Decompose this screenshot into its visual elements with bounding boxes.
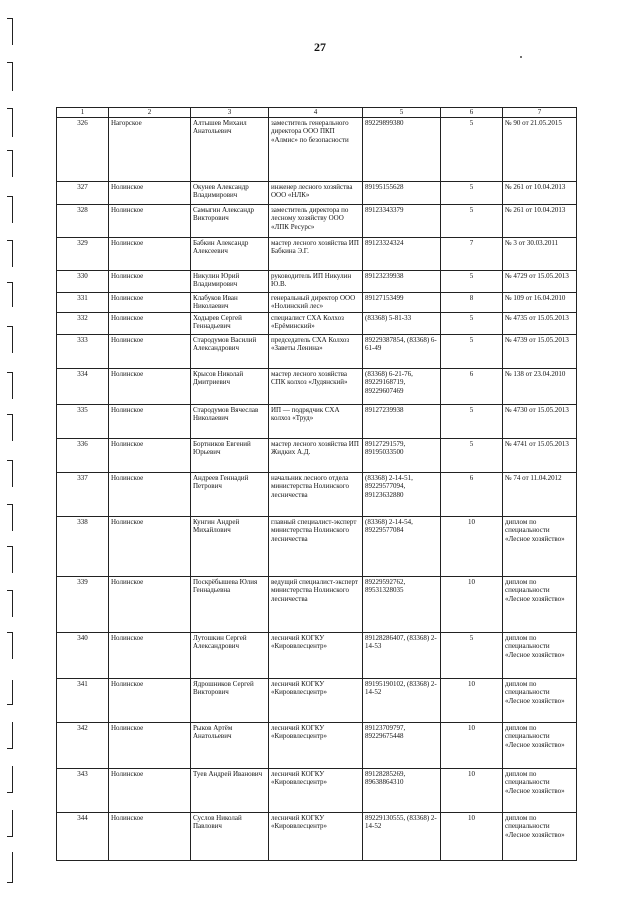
full-name: Никулин Юрий Владимирович <box>191 270 269 292</box>
row-number: 337 <box>57 472 109 516</box>
district: Нолинское <box>109 404 191 438</box>
binder-mark <box>7 810 13 837</box>
binder-mark <box>7 504 13 531</box>
phone: 89128285269, 89638864310 <box>363 768 441 812</box>
binder-mark <box>7 108 13 137</box>
full-name: Бабкин Александр Алексеевич <box>191 237 269 270</box>
district: Нолинское <box>109 334 191 368</box>
position: лесничий КОГКУ «Кироввлесцентр» <box>269 678 363 722</box>
experience-years: 5 <box>441 334 503 368</box>
table-row <box>57 117 577 181</box>
district: Нолинское <box>109 722 191 768</box>
column-number: 3 <box>191 108 269 118</box>
binder-margin <box>0 0 20 905</box>
full-name: Поскрёбышева Юлия Геннадьевна <box>191 576 269 632</box>
column-number-row <box>57 108 577 118</box>
experience-years: 6 <box>441 368 503 404</box>
qualification-document: диплом по специальности «Лесное хозяйство» <box>503 576 577 632</box>
binder-mark <box>7 632 13 659</box>
phone: 89229592762, 89531328035 <box>363 576 441 632</box>
binder-mark <box>7 282 13 307</box>
experience-years: 5 <box>441 438 503 472</box>
qualification-document: № 74 от 11.04.2012 <box>503 472 577 516</box>
position: начальник лесного отдела министерства Нолинского лесничества <box>269 472 363 516</box>
qualification-document: № 261 от 10.04.2013 <box>503 204 577 237</box>
row-number: 327 <box>57 181 109 204</box>
qualification-document: № 4739 от 15.05.2013 <box>503 334 577 368</box>
full-name: Самыгин Александр Викторович <box>191 204 269 237</box>
phone: 89195155628 <box>363 181 441 204</box>
qualification-document: № 4730 от 15.05.2013 <box>503 404 577 438</box>
row-number: 330 <box>57 270 109 292</box>
position: ИП — подрядчик СХА колхоз «Труд» <box>269 404 363 438</box>
table-row <box>57 722 577 768</box>
district: Нолинское <box>109 576 191 632</box>
experience-years: 5 <box>441 117 503 181</box>
table-row <box>57 237 577 270</box>
registry-table <box>56 107 577 861</box>
position: главный специалист-эксперт министерства Нолинского лесничества <box>269 516 363 576</box>
binder-mark <box>7 852 13 883</box>
qualification-document: № 3 от 30.03.2011 <box>503 237 577 270</box>
row-number: 328 <box>57 204 109 237</box>
experience-years: 10 <box>441 516 503 576</box>
experience-years: 10 <box>441 722 503 768</box>
experience-years: 10 <box>441 678 503 722</box>
binder-mark <box>7 546 13 573</box>
table-row <box>57 270 577 292</box>
qualification-document: № 109 от 16.04.2010 <box>503 292 577 312</box>
phone: 89229130555, (83368) 2-14-52 <box>363 812 441 860</box>
page-number: 27 <box>314 40 326 54</box>
phone: 89195190102, (83368) 2-14-52 <box>363 678 441 722</box>
speck <box>520 56 522 58</box>
position: заместитель генерального директора ООО ПКП «Алмис» по безопасности <box>269 117 363 181</box>
full-name: Стародумов Василий Александрович <box>191 334 269 368</box>
qualification-document: диплом по специальности «Лесное хозяйство» <box>503 632 577 678</box>
qualification-document: диплом по специальности «Лесное хозяйство» <box>503 768 577 812</box>
experience-years: 6 <box>441 472 503 516</box>
position: мастер лесного хозяйства СПК колхоз «Лудянский» <box>269 368 363 404</box>
district: Нолинское <box>109 472 191 516</box>
full-name: Клабуков Иван Николаевич <box>191 292 269 312</box>
phone: 89127153499 <box>363 292 441 312</box>
full-name: Ходырев Сергей Геннадьевич <box>191 312 269 334</box>
district: Нолинское <box>109 312 191 334</box>
row-number: 336 <box>57 438 109 472</box>
experience-years: 5 <box>441 632 503 678</box>
binder-mark <box>7 150 13 177</box>
experience-years: 5 <box>441 204 503 237</box>
phone: 89123324324 <box>363 237 441 270</box>
binder-mark <box>7 460 13 487</box>
qualification-document: № 4729 от 15.05.2013 <box>503 270 577 292</box>
binder-mark <box>7 196 13 223</box>
full-name: Окунев Александр Владимирович <box>191 181 269 204</box>
experience-years: 5 <box>441 270 503 292</box>
experience-years: 10 <box>441 576 503 632</box>
column-number: 7 <box>503 108 577 118</box>
table-row <box>57 204 577 237</box>
position: мастер лесного хозяйства ИП Бабкина Э.Г. <box>269 237 363 270</box>
district: Нолинское <box>109 768 191 812</box>
table-row <box>57 472 577 516</box>
qualification-document: № 4741 от 15.05.2013 <box>503 438 577 472</box>
full-name: Крысов Николай Дмитриевич <box>191 368 269 404</box>
district: Нолинское <box>109 237 191 270</box>
qualification-document: диплом по специальности «Лесное хозяйство» <box>503 516 577 576</box>
table-row <box>57 516 577 576</box>
row-number: 340 <box>57 632 109 678</box>
district: Нолинское <box>109 632 191 678</box>
phone: 89123343379 <box>363 204 441 237</box>
position: лесничий КОГКУ «Кироввлесцентр» <box>269 632 363 678</box>
qualification-document: № 261 от 10.04.2013 <box>503 181 577 204</box>
binder-mark <box>7 326 13 353</box>
row-number: 329 <box>57 237 109 270</box>
qualification-document: диплом по специальности «Лесное хозяйство» <box>503 722 577 768</box>
registry-table-body <box>57 108 577 861</box>
experience-years: 10 <box>441 768 503 812</box>
row-number: 343 <box>57 768 109 812</box>
position: лесничий КОГКУ «Кироввлесцентр» <box>269 812 363 860</box>
binder-mark <box>7 722 13 749</box>
position: мастер лесного хозяйства ИП Жидких А.Д. <box>269 438 363 472</box>
full-name: Андреев Геннадий Петрович <box>191 472 269 516</box>
district: Нолинское <box>109 181 191 204</box>
phone: (83368) 2-14-51, 89229577094, 89123632880 <box>363 472 441 516</box>
position: руководитель ИП Никулин Ю.В. <box>269 270 363 292</box>
district: Нолинское <box>109 678 191 722</box>
full-name: Суслов Николай Павлович <box>191 812 269 860</box>
row-number: 335 <box>57 404 109 438</box>
binder-mark <box>7 18 13 45</box>
table-row <box>57 768 577 812</box>
table-row <box>57 181 577 204</box>
full-name: Стародумов Вячеслав Николаевич <box>191 404 269 438</box>
qualification-document: № 90 от 21.05.2015 <box>503 117 577 181</box>
row-number: 331 <box>57 292 109 312</box>
position: специалист СХА Колхоз «Ерёминский» <box>269 312 363 334</box>
district: Нагорское <box>109 117 191 181</box>
table-row <box>57 812 577 860</box>
position: генеральный директор ООО «Нолинский лес» <box>269 292 363 312</box>
table-row <box>57 632 577 678</box>
row-number: 334 <box>57 368 109 404</box>
row-number: 342 <box>57 722 109 768</box>
binder-mark <box>7 766 13 793</box>
row-number: 326 <box>57 117 109 181</box>
position: ведущий специалист-эксперт министерства Нолинского лесничества <box>269 576 363 632</box>
phone: (83368) 5-81-33 <box>363 312 441 334</box>
experience-years: 5 <box>441 404 503 438</box>
table-row <box>57 334 577 368</box>
table-row <box>57 292 577 312</box>
district: Нолинское <box>109 438 191 472</box>
column-number: 2 <box>109 108 191 118</box>
phone: 89123709797, 89229675448 <box>363 722 441 768</box>
full-name: Бортников Евгений Юрьевич <box>191 438 269 472</box>
experience-years: 5 <box>441 312 503 334</box>
table-row <box>57 404 577 438</box>
binder-mark <box>7 372 13 399</box>
full-name: Кунгин Андрей Михайлович <box>191 516 269 576</box>
phone: 89229387854, (83368) 6-61-49 <box>363 334 441 368</box>
phone: 89127239938 <box>363 404 441 438</box>
full-name: Ядрошников Сергей Викторович <box>191 678 269 722</box>
row-number: 333 <box>57 334 109 368</box>
experience-years: 7 <box>441 237 503 270</box>
phone: (83368) 6-21-76, 89229168719, 89229607469 <box>363 368 441 404</box>
district: Нолинское <box>109 204 191 237</box>
binder-mark <box>7 590 13 617</box>
column-number: 6 <box>441 108 503 118</box>
binder-mark <box>7 240 13 267</box>
position: лесничий КОГКУ «Кироввлесцентр» <box>269 768 363 812</box>
full-name: Рыков Артём Анатольевич <box>191 722 269 768</box>
qualification-document: № 138 от 23.04.2010 <box>503 368 577 404</box>
position: лесничий КОГКУ «Кироввлесцентр» <box>269 722 363 768</box>
phone: 89128286407, (83368) 2-14-53 <box>363 632 441 678</box>
row-number: 341 <box>57 678 109 722</box>
full-name: Туев Андрей Иванович <box>191 768 269 812</box>
qualification-document: диплом по специальности «Лесное хозяйство» <box>503 812 577 860</box>
position: председатель СХА Колхоз «Заветы Ленина» <box>269 334 363 368</box>
binder-mark <box>7 680 13 705</box>
experience-years: 8 <box>441 292 503 312</box>
full-name: Алтышев Михаил Анатольевич <box>191 117 269 181</box>
column-number: 5 <box>363 108 441 118</box>
binder-mark <box>7 414 13 441</box>
qualification-document: диплом по специальности «Лесное хозяйство» <box>503 678 577 722</box>
experience-years: 5 <box>441 181 503 204</box>
district: Нолинское <box>109 270 191 292</box>
qualification-document: № 4735 от 15.05.2013 <box>503 312 577 334</box>
table-row <box>57 678 577 722</box>
full-name: Лутошкин Сергей Александрович <box>191 632 269 678</box>
phone: (83368) 2-14-54, 89229577084 <box>363 516 441 576</box>
table-row <box>57 438 577 472</box>
position: заместитель директора по лесному хозяйству ООО «ЛПК Ресурс» <box>269 204 363 237</box>
experience-years: 10 <box>441 812 503 860</box>
row-number: 338 <box>57 516 109 576</box>
column-number: 1 <box>57 108 109 118</box>
column-number: 4 <box>269 108 363 118</box>
district: Нолинское <box>109 368 191 404</box>
row-number: 339 <box>57 576 109 632</box>
table-row <box>57 312 577 334</box>
table-row <box>57 576 577 632</box>
binder-mark <box>7 62 13 91</box>
district: Нолинское <box>109 516 191 576</box>
phone: 89127291579, 89195033500 <box>363 438 441 472</box>
phone: 89229899380 <box>363 117 441 181</box>
row-number: 332 <box>57 312 109 334</box>
phone: 89123239938 <box>363 270 441 292</box>
district: Нолинское <box>109 292 191 312</box>
row-number: 344 <box>57 812 109 860</box>
table-row <box>57 368 577 404</box>
district: Нолинское <box>109 812 191 860</box>
position: инженер лесного хозяйства ООО «НЛК» <box>269 181 363 204</box>
